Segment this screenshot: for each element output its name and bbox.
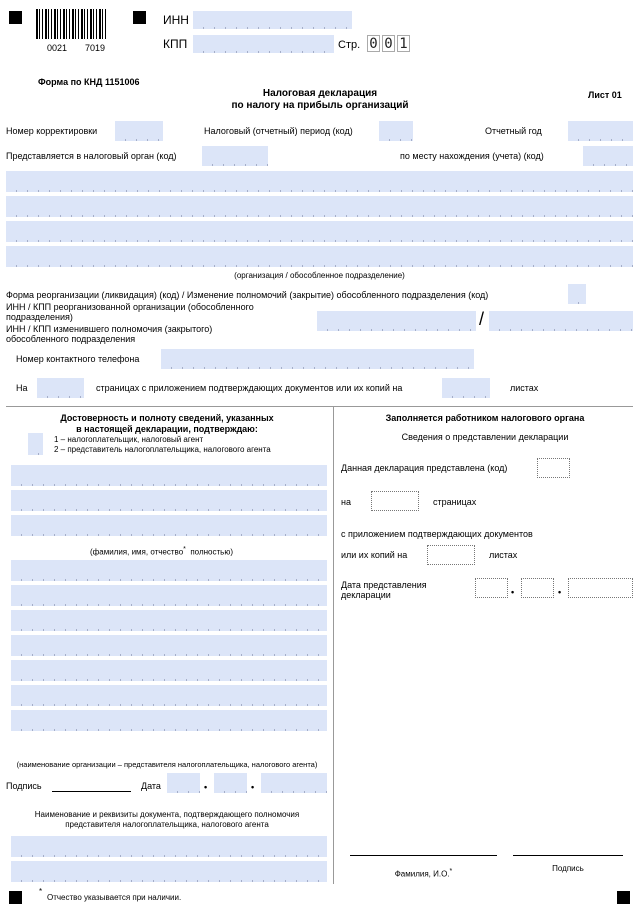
footnote: Отчество указывается при наличии. [47, 893, 182, 902]
or-copies-label: или их копий на [341, 550, 408, 560]
column-divider [333, 406, 334, 884]
reorganization-label: Форма реорганизации (ликвидация) (код) / Изменение полномочий (закрытие) обособленного подразделения (код) [6, 290, 489, 300]
representative-org-row[interactable] [11, 610, 327, 631]
date-dot: • [251, 782, 255, 792]
correction-label: Номер корректировки [6, 126, 98, 136]
submitted-code-field[interactable] [537, 458, 570, 478]
submission-date-label-line2: декларации [341, 590, 391, 600]
tax-officer-title: Заполняется работником налогового органа [385, 413, 585, 423]
officer-name-label [350, 867, 497, 880]
appendix-sheets-field[interactable] [442, 378, 490, 398]
changed-inn-kpp-label: ИНН / КПП изменившего полномочия (закрытого) обособленного подразделения [6, 324, 213, 344]
authority-document-row[interactable] [11, 836, 327, 857]
page-subtitle: по налогу на прибыль организаций [231, 100, 409, 111]
registration-mark [133, 11, 146, 24]
authority-document-row[interactable] [11, 861, 327, 882]
date-label: Дата [141, 781, 161, 791]
date-dot: • [204, 782, 208, 792]
period-label: Налоговый (отчетный) период (код) [204, 126, 353, 136]
right-sheets-field[interactable] [427, 545, 475, 565]
representative-org-row[interactable] [11, 710, 327, 731]
location-code-field[interactable] [583, 146, 633, 166]
inn-kpp-separator: / [479, 309, 485, 329]
fio-row[interactable] [11, 465, 327, 486]
tax-authority-code-field[interactable] [202, 146, 268, 166]
reorganized-inn-field[interactable] [317, 311, 476, 331]
officer-name-star: * [449, 868, 453, 875]
registration-mark [9, 11, 22, 24]
signature-label: Подпись [6, 781, 42, 791]
inn-field[interactable] [193, 11, 352, 29]
sheets-label: листах [510, 383, 539, 393]
right-on-label: на [341, 497, 351, 507]
organization-name-row[interactable] [6, 196, 633, 217]
page-count-field[interactable] [37, 378, 84, 398]
submission-year-field[interactable] [568, 578, 633, 598]
page-digit: 1 [397, 35, 410, 52]
inn-label: ИНН [163, 13, 189, 27]
organization-name-row[interactable] [6, 171, 633, 192]
page-digit: 0 [367, 35, 380, 52]
page-label: Стр. [338, 39, 361, 51]
representative-org-row[interactable] [11, 660, 327, 681]
confirmer-option-2: 2 – представитель налогоплательщика, налогового агента [54, 445, 271, 454]
fio-caption-part1: (фамилия, имя, отчество [90, 547, 184, 557]
authority-document-label-line2: представителя налогоплательщика, налогового агента [65, 820, 269, 829]
organization-caption: (организация / обособленное подразделение) [234, 271, 405, 280]
phone-field[interactable] [161, 349, 474, 369]
fio-caption-star: * [183, 546, 186, 553]
right-sheets-label: листах [489, 550, 518, 560]
registration-mark [617, 891, 630, 904]
sheet-number: Лист 01 [588, 90, 622, 100]
confirmation-title-line2: в настоящей декларации, подтверждаю: [76, 424, 258, 434]
representative-org-row[interactable] [11, 685, 327, 706]
submitted-code-label: Данная декларация представлена (код) [341, 463, 508, 473]
form-code: Форма по КНД 1151006 [38, 77, 140, 87]
officer-signature-label: Подпись [552, 864, 584, 873]
phone-label: Номер контактного телефона [16, 354, 140, 364]
fio-caption [90, 545, 233, 558]
reorganized-kpp-field[interactable] [489, 311, 633, 331]
officer-signature-line[interactable] [513, 855, 623, 856]
footnote-star: * [39, 887, 43, 896]
location-label: по месту нахождения (учета) (код) [400, 151, 544, 161]
submission-date-label-line1: Дата представления [341, 580, 427, 590]
confirmer-type-field[interactable] [28, 433, 43, 455]
period-code-field[interactable] [379, 121, 413, 141]
reporting-year-field[interactable] [568, 121, 633, 141]
officer-name-text: Фамилия, И.О. [394, 869, 450, 879]
submission-info-subtitle: Сведения о представлении декларации [401, 432, 569, 442]
reorganization-code-field[interactable] [568, 284, 586, 304]
fio-caption-part2: полностью) [190, 547, 233, 557]
representative-org-row[interactable] [11, 560, 327, 581]
registration-mark [9, 891, 22, 904]
signature-line[interactable] [52, 791, 131, 792]
date-month-field[interactable] [214, 773, 247, 793]
year-label: Отчетный год [485, 126, 542, 136]
pages-on-label: На [16, 383, 28, 393]
section-divider [6, 406, 633, 407]
authority-document-label: Наименование и реквизиты документа, подтверждающего полномочия [34, 810, 300, 819]
date-day-field[interactable] [167, 773, 200, 793]
kpp-field[interactable] [193, 35, 334, 53]
date-dot: • [511, 587, 515, 597]
barcode-number-right: 7019 [85, 43, 106, 53]
representative-org-row[interactable] [11, 635, 327, 656]
representative-org-row[interactable] [11, 585, 327, 606]
submission-day-field[interactable] [475, 578, 508, 598]
organization-name-row[interactable] [6, 221, 633, 242]
confirmer-option-1: 1 – налогоплательщик, налоговый агент [54, 435, 204, 444]
tax-authority-label: Представляется в налоговый орган (код) [6, 151, 177, 161]
pages-description: страницах с приложением подтверждающих документов или их копий на [96, 383, 403, 393]
page-digit: 0 [382, 35, 395, 52]
right-pages-field[interactable] [371, 491, 419, 511]
kpp-label: КПП [163, 37, 188, 51]
fio-row[interactable] [11, 490, 327, 511]
organization-name-row[interactable] [6, 246, 633, 267]
date-year-field[interactable] [261, 773, 327, 793]
submission-month-field[interactable] [521, 578, 554, 598]
barcode [36, 9, 106, 39]
with-appendix-label: с приложением подтверждающих документов [341, 529, 533, 539]
officer-name-line[interactable] [350, 855, 497, 856]
page-title: Налоговая декларация [262, 88, 378, 99]
barcode-number-left: 0021 [47, 43, 68, 53]
reorganized-inn-kpp-label: ИНН / КПП реорганизованной организации (обособленного подразделения) [6, 302, 254, 322]
correction-number-field[interactable] [115, 121, 163, 141]
submission-date-label [341, 580, 461, 600]
right-pages-label: страницах [433, 497, 477, 507]
confirmation-title: Достоверность и полноту сведений, указанных [60, 413, 274, 423]
representative-org-caption: (наименование организации – представителя налогоплательщика, налогового агента) [16, 760, 318, 769]
date-dot: • [558, 587, 562, 597]
fio-row[interactable] [11, 515, 327, 536]
